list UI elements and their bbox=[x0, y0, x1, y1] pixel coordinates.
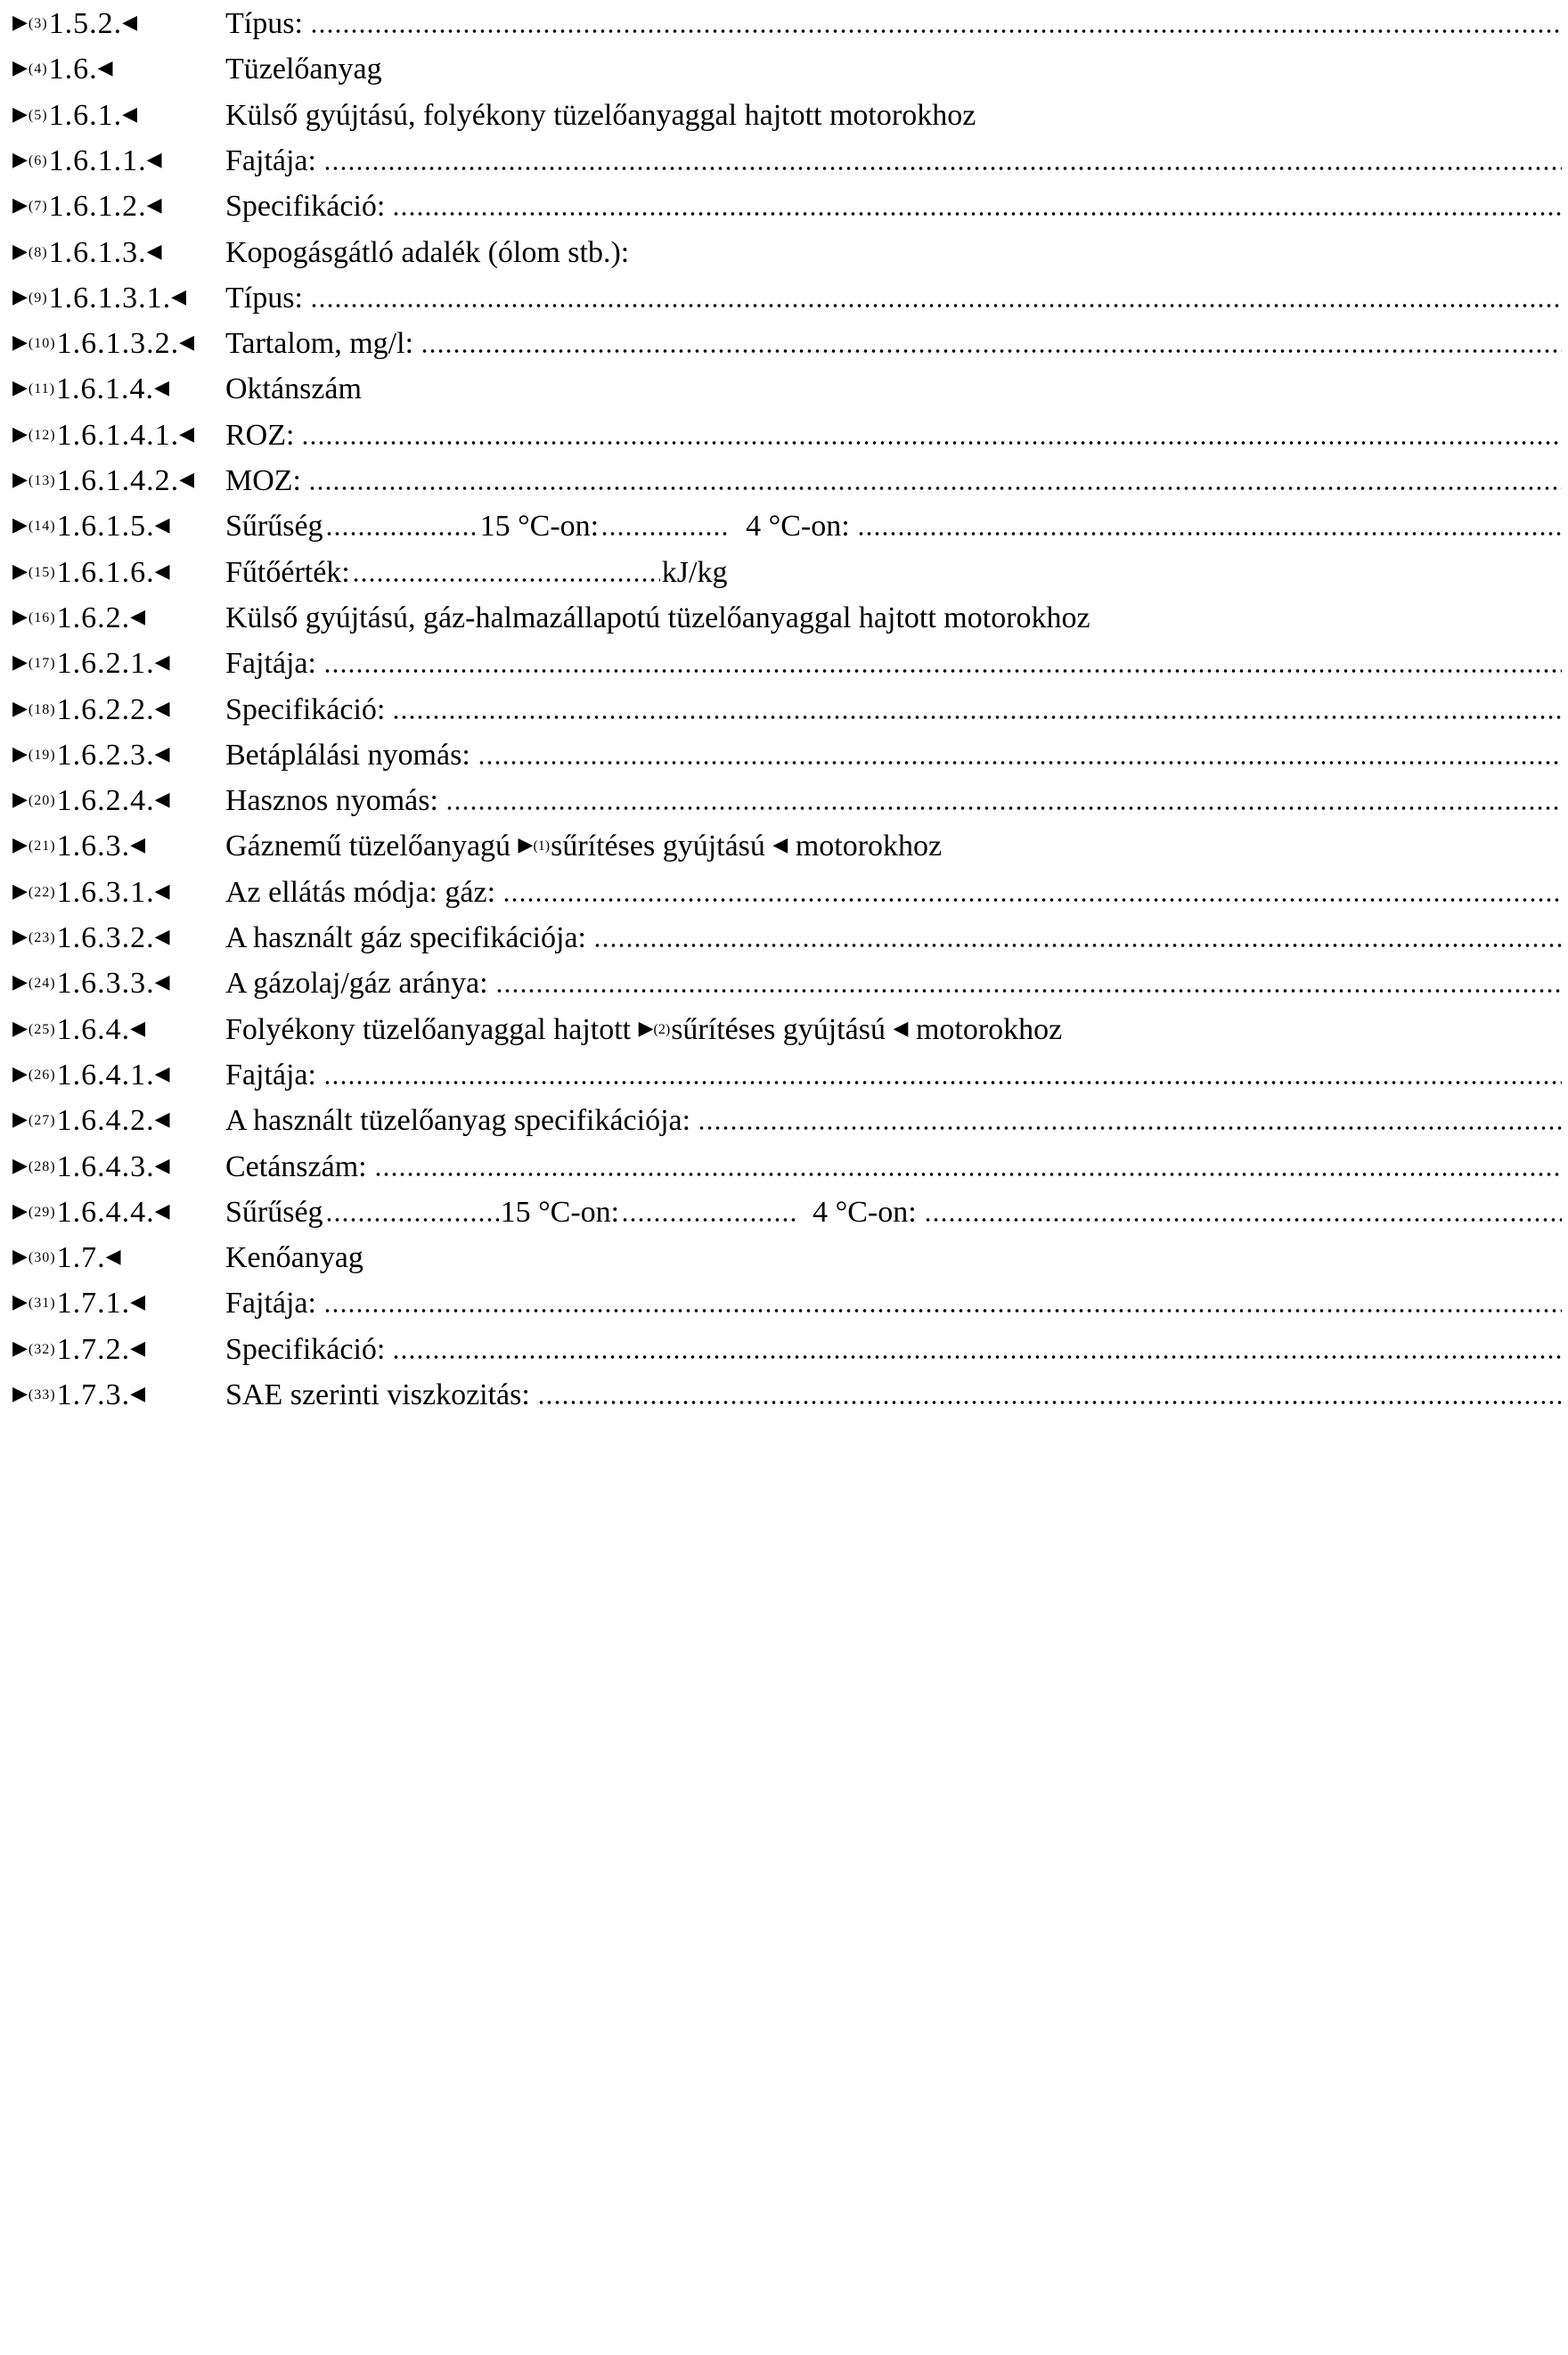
amendment-start-marker-icon: ▶ bbox=[12, 1108, 29, 1131]
item-number-text: 1.6.4. bbox=[56, 1012, 131, 1046]
field-label: Specifikáció: bbox=[225, 692, 386, 726]
item-number: ▶ (17) 1.6.2.1. ◀ bbox=[12, 642, 171, 686]
section-heading: Kopogásgátló adalék (ólom stb.): bbox=[225, 235, 630, 269]
dotted-leader bbox=[323, 1076, 1562, 1089]
item-field[interactable] bbox=[225, 184, 1568, 229]
dotted-leader bbox=[352, 574, 660, 586]
field-label-tail: motorokhoz bbox=[915, 1012, 1063, 1046]
item-number-text: 1.6.2.2. bbox=[56, 692, 155, 726]
item-number: ▶ (23) 1.6.3.2. ◀ bbox=[12, 916, 171, 961]
section-heading: Oktánszám bbox=[225, 372, 362, 406]
field-label: Sűrűség bbox=[225, 510, 323, 544]
field-sublabel: 15 °C-on: bbox=[479, 510, 600, 544]
item-field[interactable] bbox=[225, 1281, 1568, 1326]
item-field[interactable] bbox=[225, 276, 1568, 321]
item-number: ▶ (28) 1.6.4.3. ◀ bbox=[12, 1145, 171, 1190]
item-field[interactable] bbox=[225, 459, 1568, 503]
item-field[interactable] bbox=[225, 551, 1568, 595]
item-number-text: 1.6.3. bbox=[56, 830, 131, 863]
amendment-end-marker-icon: ◀ bbox=[130, 604, 146, 627]
amendment-start-marker-icon: ▶ bbox=[12, 1016, 29, 1039]
item-field[interactable] bbox=[225, 139, 1568, 184]
amendment-start-marker-icon: ▶ bbox=[518, 833, 534, 856]
item-field[interactable] bbox=[225, 1373, 1568, 1418]
item-number-text: 1.6.4.3. bbox=[56, 1149, 155, 1183]
amendment-end-marker-icon: ◀ bbox=[893, 1016, 909, 1039]
dotted-leader bbox=[621, 1214, 796, 1226]
amendment-start-marker-icon: ▶ bbox=[12, 102, 29, 125]
dotted-leader bbox=[698, 1122, 1562, 1134]
amendment-end-marker-icon: ◀ bbox=[146, 193, 163, 217]
amendment-start-marker-icon: ▶ bbox=[638, 1016, 654, 1039]
item-number-text: 1.6.1.4.1. bbox=[56, 418, 180, 452]
amendment-end-marker-icon: ◀ bbox=[130, 1382, 146, 1404]
item-field[interactable] bbox=[225, 779, 1568, 823]
item-number-text: 1.6.1.4. bbox=[55, 372, 154, 406]
form-row bbox=[0, 413, 1568, 458]
amendment-start-marker-icon: ▶ bbox=[12, 468, 29, 490]
item-number: ▶ (24) 1.6.3.3. ◀ bbox=[12, 961, 171, 1006]
form-row bbox=[0, 1373, 1568, 1418]
amendment-start-marker-icon: ▶ bbox=[12, 1245, 29, 1268]
field-label: Fajtája: bbox=[225, 1058, 316, 1092]
field-label: Betáplálási nyomás: bbox=[225, 738, 470, 772]
item-number-text: 1.6.2.3. bbox=[56, 738, 155, 772]
amendment-start-marker-icon: ▶ bbox=[12, 1061, 29, 1084]
amended-text: sűrítéses gyújtású bbox=[551, 830, 765, 863]
dotted-leader bbox=[478, 756, 1562, 769]
form-row bbox=[0, 779, 1568, 823]
item-number: ▶ (4) 1.6. ◀ bbox=[12, 47, 114, 92]
form-row bbox=[0, 184, 1568, 229]
item-field[interactable] bbox=[225, 1099, 1568, 1143]
item-number: ▶ (10) 1.6.1.3.2. ◀ bbox=[12, 322, 195, 366]
item-number-text: 1.7.2. bbox=[56, 1332, 131, 1366]
item-field[interactable] bbox=[225, 1145, 1568, 1190]
dotted-leader bbox=[392, 208, 1562, 220]
form-row bbox=[0, 1053, 1568, 1098]
form-row bbox=[0, 961, 1568, 1006]
item-number-text: 1.6.2. bbox=[56, 601, 131, 634]
amendment-start-marker-icon: ▶ bbox=[12, 1290, 29, 1313]
field-label-tail: motorokhoz bbox=[795, 830, 943, 863]
field-label: Típus: bbox=[225, 281, 303, 315]
amendment-end-marker-icon: ◀ bbox=[130, 1290, 146, 1313]
dotted-leader bbox=[600, 527, 729, 540]
amendment-end-marker-icon: ◀ bbox=[154, 650, 171, 674]
item-number-text: 1.6.4.1. bbox=[56, 1058, 155, 1092]
spacer bbox=[510, 824, 519, 869]
item-number-text: 1.7.1. bbox=[56, 1287, 131, 1321]
item-number-text: 1.6.4.4. bbox=[56, 1195, 155, 1229]
section-heading: Külső gyújtású, gáz-halmazállapotú tüzelőanyaggal hajtott motorokhoz bbox=[225, 601, 1090, 634]
item-number: ▶ (32) 1.7.2. ◀ bbox=[12, 1328, 146, 1372]
field-label: Fűtőérték: bbox=[225, 555, 350, 589]
dotted-leader bbox=[310, 299, 1562, 312]
form-row bbox=[0, 596, 1568, 641]
form-row bbox=[0, 1281, 1568, 1326]
item-number: ▶ (12) 1.6.1.4.1. ◀ bbox=[12, 413, 195, 458]
amendment-start-marker-icon: ▶ bbox=[12, 696, 29, 719]
field-label: MOZ: bbox=[225, 464, 301, 497]
item-number-text: 1.6.1.3.1. bbox=[48, 281, 172, 315]
amendment-start-marker-icon: ▶ bbox=[12, 879, 29, 902]
item-field[interactable] bbox=[225, 1328, 1568, 1372]
spacer bbox=[908, 1008, 916, 1052]
item-field[interactable] bbox=[225, 413, 1568, 458]
field-label: A gázolaj/gáz aránya: bbox=[225, 967, 488, 1001]
item-number: ▶ (22) 1.6.3.1. ◀ bbox=[12, 871, 171, 915]
amendment-end-marker-icon: ◀ bbox=[154, 925, 171, 947]
amendment-start-marker-icon: ▶ bbox=[12, 1153, 29, 1176]
amendment-start-marker-icon: ▶ bbox=[12, 513, 29, 536]
field-label: Fajtája: bbox=[225, 1287, 316, 1321]
item-field[interactable] bbox=[225, 47, 1568, 92]
item-number: ▶ (16) 1.6.2. ◀ bbox=[12, 596, 146, 641]
section-heading: Tüzelőanyag bbox=[225, 53, 382, 86]
amendment-start-marker-icon: ▶ bbox=[12, 788, 29, 811]
amendment-start-marker-icon: ▶ bbox=[12, 147, 29, 170]
field-label: Fajtája: bbox=[225, 143, 316, 177]
field-label: Sűrűség bbox=[225, 1195, 323, 1229]
form-row bbox=[0, 1190, 1568, 1235]
item-number-text: 1.6.1.6. bbox=[56, 555, 155, 589]
section-heading: Külső gyújtású, folyékony tüzelőanyaggal hajtott motorokhoz bbox=[225, 98, 976, 132]
spacer bbox=[731, 504, 746, 549]
item-number-text: 1.6.1.3.2. bbox=[56, 327, 180, 361]
form-row bbox=[0, 871, 1568, 915]
dotted-leader bbox=[924, 1214, 1562, 1226]
amendment-end-marker-icon: ◀ bbox=[171, 284, 187, 307]
item-number: ▶ (5) 1.6.1. ◀ bbox=[12, 94, 138, 138]
field-label: Tartalom, mg/l: bbox=[225, 327, 414, 361]
amendment-end-marker-icon: ◀ bbox=[154, 696, 171, 719]
item-field[interactable] bbox=[225, 688, 1568, 732]
dotted-leader bbox=[374, 1168, 1562, 1181]
form-row bbox=[0, 459, 1568, 503]
item-field[interactable] bbox=[225, 1053, 1568, 1098]
item-number: ▶ (9) 1.6.1.3.1. ◀ bbox=[12, 276, 187, 321]
item-number: ▶ (8) 1.6.1.3. ◀ bbox=[12, 231, 163, 275]
form-row bbox=[0, 1099, 1568, 1143]
amendment-end-marker-icon: ◀ bbox=[146, 239, 163, 262]
dotted-leader bbox=[308, 482, 1562, 495]
item-field[interactable] bbox=[225, 231, 1568, 275]
form-row bbox=[0, 231, 1568, 275]
item-number-text: 1.6.4.2. bbox=[56, 1104, 155, 1138]
field-label: Specifikáció: bbox=[225, 1332, 386, 1366]
form-row bbox=[0, 1008, 1568, 1052]
amendment-end-marker-icon: ◀ bbox=[146, 147, 163, 170]
item-number-text: 1.6.2.4. bbox=[56, 784, 155, 818]
item-number: ▶ (3) 1.5.2. ◀ bbox=[12, 2, 138, 46]
item-number: ▶ (18) 1.6.2.2. ◀ bbox=[12, 688, 171, 732]
field-label: Az ellátás módja: gáz: bbox=[225, 875, 496, 909]
dotted-leader bbox=[392, 1351, 1562, 1363]
item-number-text: 1.6.3.1. bbox=[56, 875, 155, 909]
item-field[interactable] bbox=[225, 2, 1568, 46]
amendment-start-marker-icon: ▶ bbox=[12, 331, 29, 354]
spacer bbox=[631, 1008, 639, 1052]
spacer bbox=[797, 1190, 813, 1235]
amendment-end-marker-icon: ◀ bbox=[122, 102, 138, 125]
amendment-start-marker-icon: ▶ bbox=[12, 833, 29, 856]
item-number: ▶ (20) 1.6.2.4. ◀ bbox=[12, 779, 171, 823]
form-row bbox=[0, 139, 1568, 184]
item-number: ▶ (15) 1.6.1.6. ◀ bbox=[12, 551, 171, 595]
amendment-end-marker-icon: ◀ bbox=[154, 1153, 171, 1176]
amendment-end-marker-icon: ◀ bbox=[154, 788, 171, 811]
item-number: ▶ (31) 1.7.1. ◀ bbox=[12, 1281, 146, 1326]
amendment-start-marker-icon: ▶ bbox=[12, 239, 29, 262]
item-number: ▶ (29) 1.6.4.4. ◀ bbox=[12, 1190, 171, 1235]
item-number: ▶ (27) 1.6.4.2. ◀ bbox=[12, 1099, 171, 1143]
dotted-leader bbox=[325, 527, 478, 540]
amendment-start-marker-icon: ▶ bbox=[12, 284, 29, 307]
form-row bbox=[0, 504, 1568, 549]
item-number-text: 1.5.2. bbox=[48, 7, 123, 40]
dotted-leader bbox=[323, 1304, 1562, 1317]
item-number-text: 1.7. bbox=[56, 1241, 106, 1275]
item-number-text: 1.6. bbox=[48, 53, 98, 86]
amendment-end-marker-icon: ◀ bbox=[154, 513, 171, 536]
field-label: Hasznos nyomás: bbox=[225, 784, 438, 818]
amendment-start-marker-icon: ▶ bbox=[12, 1198, 29, 1222]
amendment-end-marker-icon: ◀ bbox=[154, 559, 171, 582]
amendment-start-marker-icon: ▶ bbox=[12, 741, 29, 765]
field-sublabel: 4 °C-on: bbox=[746, 510, 850, 544]
item-number-text: 1.6.1.1. bbox=[48, 143, 147, 177]
amended-text: sűrítéses gyújtású bbox=[671, 1012, 886, 1046]
dotted-leader bbox=[323, 665, 1562, 677]
field-label: Cetánszám: bbox=[225, 1149, 367, 1183]
form-row bbox=[0, 1328, 1568, 1372]
amendment-start-marker-icon: ▶ bbox=[12, 11, 29, 33]
amendment-start-marker-icon: ▶ bbox=[12, 650, 29, 674]
field-label: SAE szerinti viszkozitás: bbox=[225, 1378, 530, 1411]
amendment-start-marker-icon: ▶ bbox=[12, 376, 29, 399]
item-number: ▶ (13) 1.6.1.4.2. ◀ bbox=[12, 459, 195, 503]
item-number-text: 1.6.1. bbox=[48, 98, 123, 132]
item-number-text: 1.6.3.2. bbox=[56, 921, 155, 954]
form-row bbox=[0, 551, 1568, 595]
item-number: ▶ (33) 1.7.3. ◀ bbox=[12, 1373, 146, 1418]
item-field[interactable] bbox=[225, 871, 1568, 915]
field-label: Gáznemű tüzelőanyagú bbox=[225, 830, 511, 863]
field-label: ROZ: bbox=[225, 418, 295, 452]
amendment-end-marker-icon: ◀ bbox=[154, 879, 171, 902]
form-row bbox=[0, 47, 1568, 92]
amendment-end-marker-icon: ◀ bbox=[154, 1061, 171, 1084]
item-field[interactable] bbox=[225, 322, 1568, 366]
dotted-leader bbox=[593, 939, 1562, 952]
amendment-end-marker-icon: ◀ bbox=[97, 56, 114, 79]
form-row bbox=[0, 322, 1568, 366]
item-field[interactable] bbox=[225, 1236, 1568, 1280]
dotted-leader bbox=[392, 711, 1562, 724]
dotted-leader bbox=[857, 527, 1562, 540]
form-row bbox=[0, 824, 1568, 869]
amendment-end-marker-icon: ◀ bbox=[179, 468, 195, 490]
amendment-end-marker-icon: ◀ bbox=[154, 970, 171, 994]
spacer bbox=[788, 824, 796, 869]
item-field[interactable] bbox=[225, 367, 1568, 412]
spacer bbox=[765, 824, 773, 869]
amendment-start-marker-icon: ▶ bbox=[12, 1336, 29, 1359]
item-number: ▶ (30) 1.7. ◀ bbox=[12, 1236, 122, 1280]
item-number: ▶ (7) 1.6.1.2. ◀ bbox=[12, 184, 163, 229]
item-field[interactable]: Gáznemű tüzelőanyagú ▶ (1) sűrítéses gyújtású ◀ motorokhoz bbox=[225, 824, 1568, 869]
amendment-start-marker-icon: ▶ bbox=[12, 56, 29, 79]
item-number-text: 1.6.1.5. bbox=[56, 510, 155, 544]
dotted-leader bbox=[495, 985, 1562, 997]
field-unit: kJ/kg bbox=[661, 555, 728, 589]
item-field[interactable] bbox=[225, 1190, 1568, 1235]
amendment-start-marker-icon: ▶ bbox=[12, 193, 29, 217]
form-row bbox=[0, 916, 1568, 961]
item-number-text: 1.6.2.1. bbox=[56, 647, 155, 681]
item-number-text: 1.6.1.3. bbox=[48, 235, 147, 269]
item-field[interactable] bbox=[225, 94, 1568, 138]
form-row bbox=[0, 2, 1568, 46]
amendment-end-marker-icon: ◀ bbox=[122, 11, 138, 33]
form-row bbox=[0, 733, 1568, 778]
form-row bbox=[0, 688, 1568, 732]
amendment-end-marker-icon: ◀ bbox=[105, 1245, 122, 1268]
item-field[interactable] bbox=[225, 733, 1568, 778]
item-number: ▶ (21) 1.6.3. ◀ bbox=[12, 824, 146, 869]
item-number-text: 1.7.3. bbox=[56, 1378, 131, 1411]
item-number-text: 1.6.1.4.2. bbox=[56, 464, 180, 497]
form-row bbox=[0, 94, 1568, 138]
field-label: Fajtája: bbox=[225, 647, 316, 681]
form-row bbox=[0, 276, 1568, 321]
item-number: ▶ (14) 1.6.1.5. ◀ bbox=[12, 504, 171, 549]
dotted-leader bbox=[310, 25, 1562, 37]
item-number-text: 1.6.1.2. bbox=[48, 190, 147, 224]
item-number: ▶ (6) 1.6.1.1. ◀ bbox=[12, 139, 163, 184]
amendment-end-marker-icon: ◀ bbox=[154, 1198, 171, 1222]
dotted-leader bbox=[325, 1214, 499, 1226]
field-label: Típus: bbox=[225, 7, 303, 40]
dotted-leader bbox=[537, 1396, 1562, 1409]
dotted-leader bbox=[445, 802, 1562, 814]
item-field[interactable] bbox=[225, 642, 1568, 686]
dotted-leader bbox=[421, 345, 1562, 357]
item-number: ▶ (11) 1.6.1.4. ◀ bbox=[12, 367, 170, 412]
amendment-end-marker-icon: ◀ bbox=[154, 741, 171, 765]
amendment-end-marker-icon: ◀ bbox=[153, 376, 170, 399]
item-number: ▶ (26) 1.6.4.1. ◀ bbox=[12, 1053, 171, 1098]
spacer bbox=[886, 1008, 894, 1052]
item-number: ▶ (25) 1.6.4. ◀ bbox=[12, 1008, 146, 1052]
item-field[interactable] bbox=[225, 596, 1568, 641]
amendment-end-marker-icon: ◀ bbox=[179, 421, 195, 445]
field-label: A használt tüzelőanyag specifikációja: bbox=[225, 1104, 691, 1138]
amendment-start-marker-icon: ▶ bbox=[12, 604, 29, 627]
amendment-end-marker-icon: ◀ bbox=[130, 1016, 146, 1039]
amendment-end-marker-icon: ◀ bbox=[154, 1108, 171, 1131]
field-label: Folyékony tüzelőanyaggal hajtott bbox=[225, 1012, 632, 1046]
item-field[interactable] bbox=[225, 916, 1568, 961]
item-number: ▶ (19) 1.6.2.3. ◀ bbox=[12, 733, 171, 778]
form-row bbox=[0, 1145, 1568, 1190]
dotted-leader bbox=[323, 162, 1562, 175]
amendment-start-marker-icon: ▶ bbox=[12, 970, 29, 994]
dotted-leader bbox=[502, 894, 1562, 906]
amendment-start-marker-icon: ▶ bbox=[12, 925, 29, 947]
amendment-end-marker-icon: ◀ bbox=[130, 833, 146, 856]
item-number-text: 1.6.3.3. bbox=[56, 967, 155, 1001]
amendment-start-marker-icon: ▶ bbox=[12, 421, 29, 445]
section-heading: Kenőanyag bbox=[225, 1241, 363, 1275]
field-sublabel: 4 °C-on: bbox=[813, 1195, 917, 1229]
form-row bbox=[0, 642, 1568, 686]
dotted-leader bbox=[301, 437, 1562, 449]
item-field[interactable] bbox=[225, 961, 1568, 1006]
field-label: Specifikáció: bbox=[225, 190, 386, 224]
amendment-start-marker-icon: ▶ bbox=[12, 559, 29, 582]
form-row bbox=[0, 1236, 1568, 1280]
item-field[interactable]: Folyékony tüzelőanyaggal hajtott ▶ (2) sűrítéses gyújtású ◀ motorokhoz bbox=[225, 1008, 1568, 1052]
amendment-end-marker-icon: ◀ bbox=[179, 331, 195, 354]
item-field[interactable] bbox=[225, 504, 1568, 549]
amendment-start-marker-icon: ▶ bbox=[12, 1382, 29, 1404]
field-sublabel: 15 °C-on: bbox=[500, 1195, 620, 1229]
amendment-end-marker-icon: ◀ bbox=[130, 1336, 146, 1359]
field-label: A használt gáz specifikációja: bbox=[225, 921, 586, 954]
form-row bbox=[0, 367, 1568, 412]
amendment-end-marker-icon: ◀ bbox=[772, 833, 788, 856]
